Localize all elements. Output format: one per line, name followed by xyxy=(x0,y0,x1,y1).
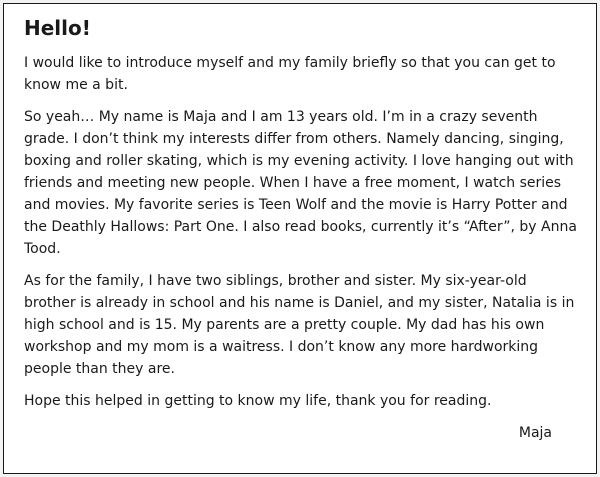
paragraph-intro: I would like to introduce myself and my family briefly so that you can get to know me a bit. xyxy=(24,55,556,93)
letter-heading: Hello! xyxy=(24,16,91,40)
paragraph-closing: Hope this helped in getting to know my life, thank you for reading. xyxy=(24,393,492,409)
paragraph-about-me: So yeah… My name is Maja and I am 13 years old. I’m in a crazy seventh grade. I don’t think my interests differ from others. Namely dancing, singing, boxing and roller skating, which is my evening activity. I love hanging out with friends and meeting new people. When I have a free moment, I watch series and movies. My favorite series is Teen Wolf and the movie is Harry Potter and the Deathly Hallows: Part One. I also read books, currently it’s “After”, by Anna Tood. xyxy=(24,109,577,257)
signature: Maja xyxy=(518,425,552,441)
paragraph-family: As for the family, I have two siblings, brother and sister. My six-year-old brother is already in school and his name is Daniel, and my sister, Natalia is in high school and is 15. My parents are a pretty couple. My dad has his own workshop and my mom is a waitress. I don’t know any more hardworking people than they are. xyxy=(24,273,575,377)
letter-frame xyxy=(3,3,597,474)
